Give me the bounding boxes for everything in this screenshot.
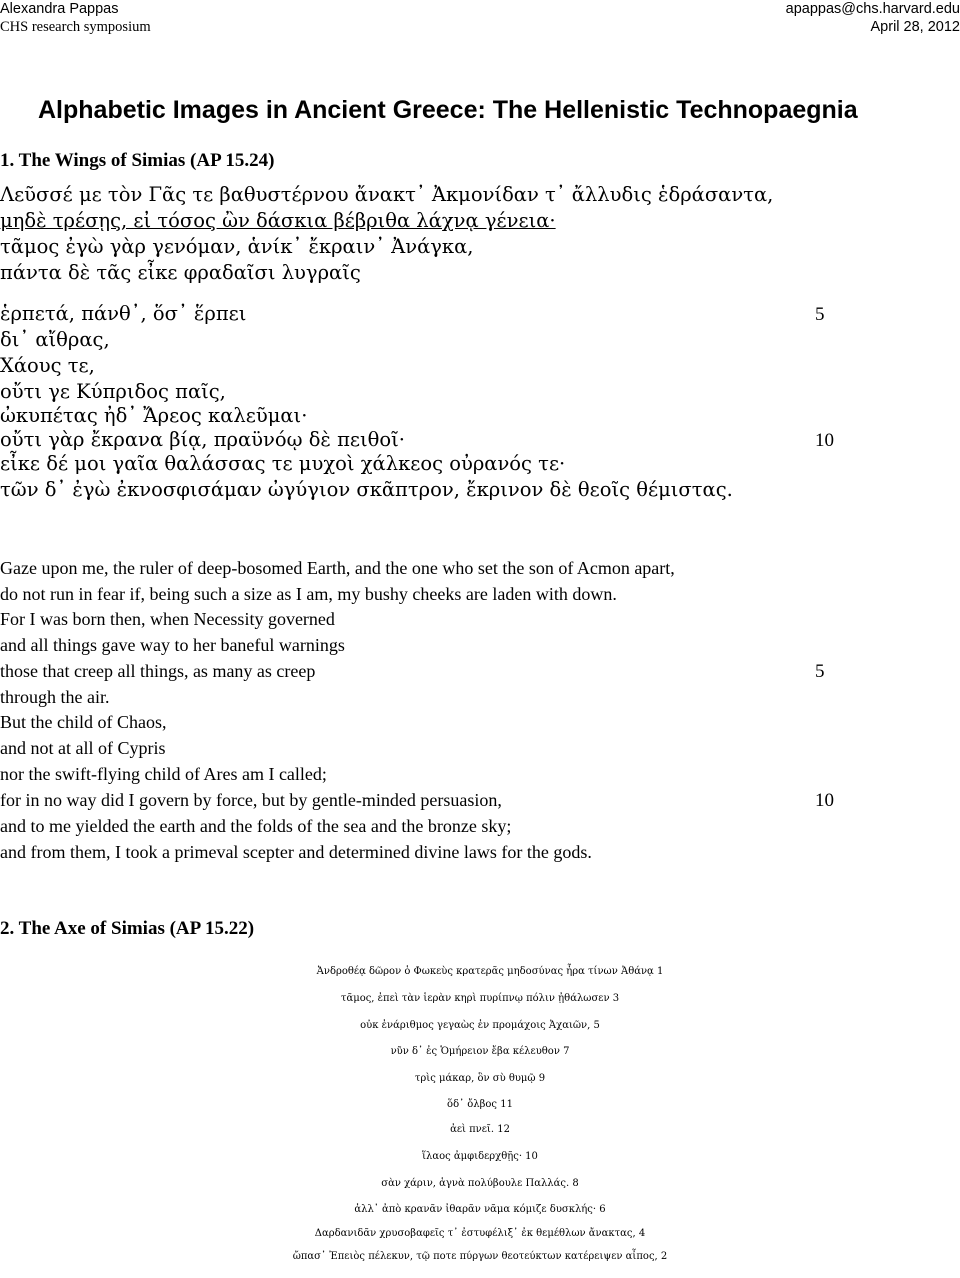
english-line: do not run in fear if, being such a size as I am, my bushy cheeks are laden with down. xyxy=(0,584,617,604)
header-date: April 28, 2012 xyxy=(870,19,960,35)
greek-line: Λεῦσσέ με τὸν Γᾶς τε βαθυστέρνου ἄνακτ᾽ Ἀκμονίδαν τ᾽ ἄλλυδις ἑδράσαντα, xyxy=(0,183,774,206)
header-email: apappas@chs.harvard.edu xyxy=(785,1,960,17)
greek-line: τῶν δ᾽ ἐγὼ ἐκνοσφισάμαν ὠγύγιον σκᾶπτρον, ἔκρινον δὲ θεοῖς θέμιστας. xyxy=(0,478,733,501)
axe-line: ἀεὶ πνεῖ. 12 xyxy=(450,1124,510,1135)
greek-line: Χάους τε, xyxy=(0,354,95,377)
line-number: 5 xyxy=(815,661,825,682)
axe-line: οὐκ ἐνάριθμος γεγαὼς ἐν προμάχοις Ἀχαιῶν, 5 xyxy=(360,1020,600,1031)
english-line: and to me yielded the earth and the folds of the sea and the bronze sky; xyxy=(0,816,512,836)
english-line: and from them, I took a primeval scepter and determined divine laws for the gods. xyxy=(0,842,592,862)
greek-line: οὔτι γὰρ ἔκρανα βίᾳ, πραϋνόῳ δὲ πειθοῖ· xyxy=(0,428,405,451)
line-number: 10 xyxy=(815,790,834,811)
greek-line: ἑρπετά, πάνθ᾽, ὅσ᾽ ἕρπει xyxy=(0,302,247,325)
greek-line: τᾶμος ἐγὼ γὰρ γενόμαν, ἁνίκ᾽ ἔκραιν᾽ Ἀνάγκα, xyxy=(0,235,474,258)
line-number: 5 xyxy=(815,304,825,325)
section-heading-wings: 1. The Wings of Simias (AP 15.24) xyxy=(0,150,275,171)
greek-line: πάντα δὲ τᾶς εἶκε φραδαῖσι λυγραῖς xyxy=(0,261,361,284)
english-line: through the air. xyxy=(0,687,110,707)
english-line: But the child of Chaos, xyxy=(0,712,167,732)
english-line: those that creep all things, as many as creep xyxy=(0,661,316,681)
section-heading-axe: 2. The Axe of Simias (AP 15.22) xyxy=(0,918,255,939)
english-line: nor the swift-flying child of Ares am I called; xyxy=(0,764,327,784)
header-author: Alexandra Pappas xyxy=(0,1,119,17)
greek-line: εἶκε δέ μοι γαῖα θαλάσσας τε μυχοὶ χάλκεος οὐρανός τε· xyxy=(0,452,566,475)
page-title: Alphabetic Images in Ancient Greece: The Hellenistic Technopaegnia xyxy=(38,96,858,124)
english-line: and all things gave way to her baneful warnings xyxy=(0,635,345,655)
greek-line: ὠκυπέτας ἠδ᾽ Ἄρεος καλεῦμαι· xyxy=(0,404,308,427)
english-line: For I was born then, when Necessity governed xyxy=(0,609,335,629)
english-line: and not at all of Cypris xyxy=(0,738,166,758)
english-line: for in no way did I govern by force, but by gentle-minded persuasion, xyxy=(0,790,502,810)
axe-line: σὰν χάριν, ἁγνὰ πολύβουλε Παλλάς. 8 xyxy=(381,1178,579,1189)
axe-line: τρὶς μάκαρ, ὃν σὺ θυμῷ 9 xyxy=(414,1073,546,1084)
axe-line: Δαρδανιδᾶν χρυσοβαφεῖς τ᾽ ἐστυφέλιξ᾽ ἐκ θεμέθλων ἄνακτας, 4 xyxy=(314,1228,646,1239)
line-number: 10 xyxy=(815,430,834,451)
axe-line: ἀλλ᾽ ἀπὸ κρανᾶν ἰθαρᾶν νᾶμα κόμιζε δυσκλής· 6 xyxy=(354,1204,606,1215)
axe-line: νῦν δ᾽ ἐς Ὁμήρειον ἔβα κέλευθον 7 xyxy=(390,1046,570,1057)
header-venue: CHS research symposium xyxy=(0,19,151,35)
axe-line: ὤπασ᾽ Ἐπειὸς πέλεκυν, τῷ ποτε πύργων θεοτεύκτων κατέρειψεν αἶπος, 2 xyxy=(292,1251,668,1262)
axe-line: ὅδ᾽ ὄλβος 11 xyxy=(447,1099,513,1110)
greek-line: δι᾽ αἴθρας, xyxy=(0,328,110,351)
greek-line: μηδὲ τρέσῃς, εἰ τόσος ὢν δάσκια βέβριθα λάχνᾳ γένεια· xyxy=(0,209,556,232)
axe-line: ἵλαος ἀμφιδερχθῇς· 10 xyxy=(422,1151,538,1162)
english-line: Gaze upon me, the ruler of deep-bosomed Earth, and the one who set the son of Acmon apart, xyxy=(0,558,675,578)
axe-line: τᾶμος, ἐπεὶ τὰν ἱερὰν κηρὶ πυρίπνῳ πόλιν ᾐθάλωσεν 3 xyxy=(340,993,620,1004)
axe-line: Ἀνδροθέᾳ δῶρον ὁ Φωκεὺς κρατερᾶς μηδοσύνας ἦρα τίνων Ἀθάνᾳ 1 xyxy=(316,966,664,977)
greek-line: οὔτι γε Κύπριδος παῖς, xyxy=(0,380,226,403)
